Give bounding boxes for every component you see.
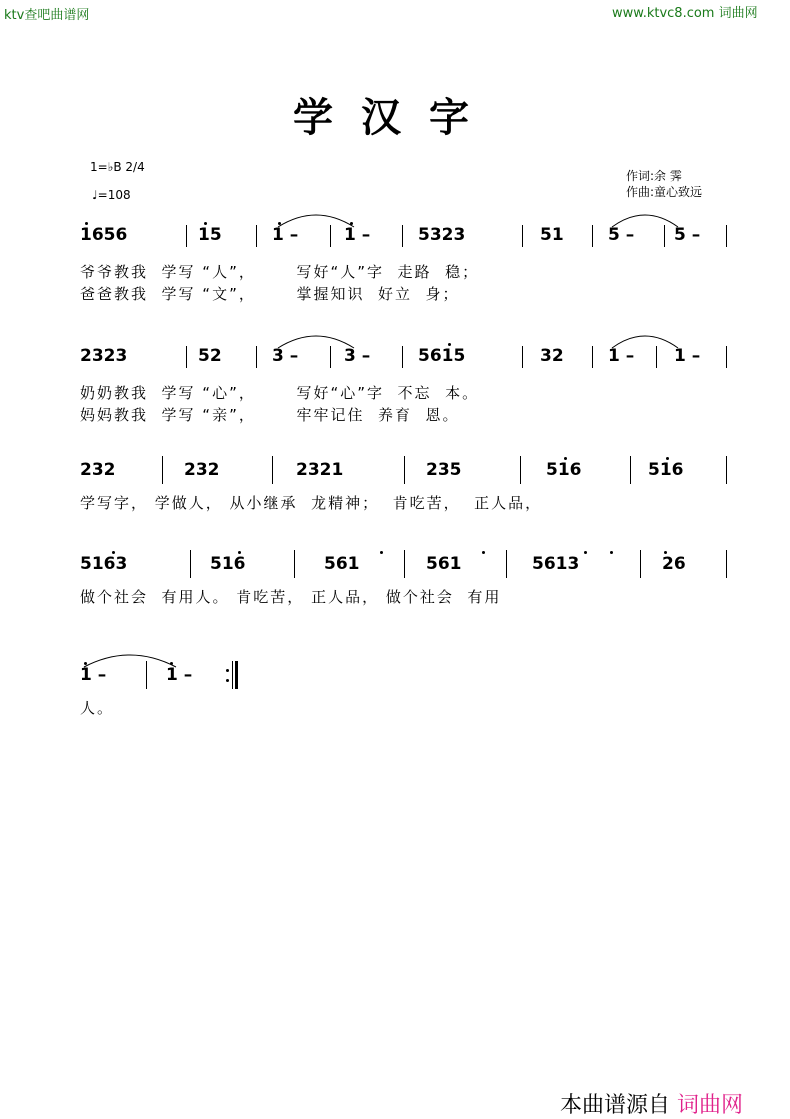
measure: 561 [426, 554, 462, 574]
song-title: 学汉字 [293, 94, 497, 141]
measure: 1 – [166, 665, 193, 685]
measure: 1 – [80, 665, 107, 685]
measure: 5 – [608, 225, 635, 245]
measure: 232 [184, 460, 220, 480]
tie-arc [276, 330, 356, 350]
measure: 5615 [418, 346, 466, 366]
composer: 作曲:童心致远 [626, 185, 703, 199]
measure: 3 – [344, 346, 371, 366]
tie-arc [610, 330, 680, 350]
lyrics-line: 学写字， 学做人， 从小继承 龙精神； 肯吃苦， 正人品， [80, 494, 543, 512]
measure: 516 [546, 460, 582, 480]
watermark-right: www.ktvc8.com 词曲网 [612, 6, 758, 21]
key-signature: 1=♭B 2/4 [90, 160, 145, 174]
footer-source: 本曲谱源自 [560, 1093, 671, 1118]
watermark-left: ktv查吧曲谱网 [4, 8, 90, 23]
tie-arc [82, 649, 178, 669]
measure: 232 [80, 460, 116, 480]
measure: 5613 [532, 554, 580, 574]
measure: 516 [648, 460, 684, 480]
staff-row-5 [80, 665, 280, 725]
measure: 52 [198, 346, 222, 366]
measure: 15 [198, 225, 222, 245]
lyrics-line: 爷爷教我 学写 “人”， 写好“人”字 走路 稳； [80, 263, 480, 281]
measure: 516 [210, 554, 246, 574]
measure: 5323 [418, 225, 466, 245]
measure: 32 [540, 346, 564, 366]
measure: 5163 [80, 554, 128, 574]
lyrics-line: 奶奶教我 学写 “心”， 写好“心”字 不忘 本。 [80, 384, 480, 402]
staff-row-3 [80, 460, 730, 520]
measure: 1 – [608, 346, 635, 366]
staff-row-2 [80, 346, 730, 436]
tie-arc [276, 209, 356, 229]
credits [626, 168, 702, 200]
lyricist: 作词:余 霁 [626, 169, 682, 183]
measure: 2321 [296, 460, 344, 480]
measure: 1 – [344, 225, 371, 245]
lyrics-line: 妈妈教我 学写 “亲”， 牢牢记住 养育 恩。 [80, 406, 460, 424]
measure: 51 [540, 225, 564, 245]
measure: 1 – [272, 225, 299, 245]
measure: 2323 [80, 346, 128, 366]
measure: 26 [662, 554, 686, 574]
measure: 561 [324, 554, 360, 574]
staff-row-4 [80, 554, 730, 614]
measure: 1656 [80, 225, 128, 245]
measure: 3 – [272, 346, 299, 366]
measure: 235 [426, 460, 462, 480]
tie-arc [610, 209, 680, 229]
lyrics-line: 做个社会 有用人。 肯吃苦， 正人品， 做个社会 有用 [80, 588, 502, 606]
lyrics-line: 爸爸教我 学写 “文”， 掌握知识 好立 身； [80, 285, 460, 303]
tempo-mark: ♩=108 [92, 188, 131, 202]
footer-credit [560, 1088, 743, 1119]
footer-site[interactable]: 词曲网 [677, 1093, 744, 1118]
measure: 5 – [674, 225, 701, 245]
lyrics-line: 人。 [80, 699, 115, 717]
staff-row-1 [80, 225, 730, 315]
measure: 1 – [674, 346, 701, 366]
